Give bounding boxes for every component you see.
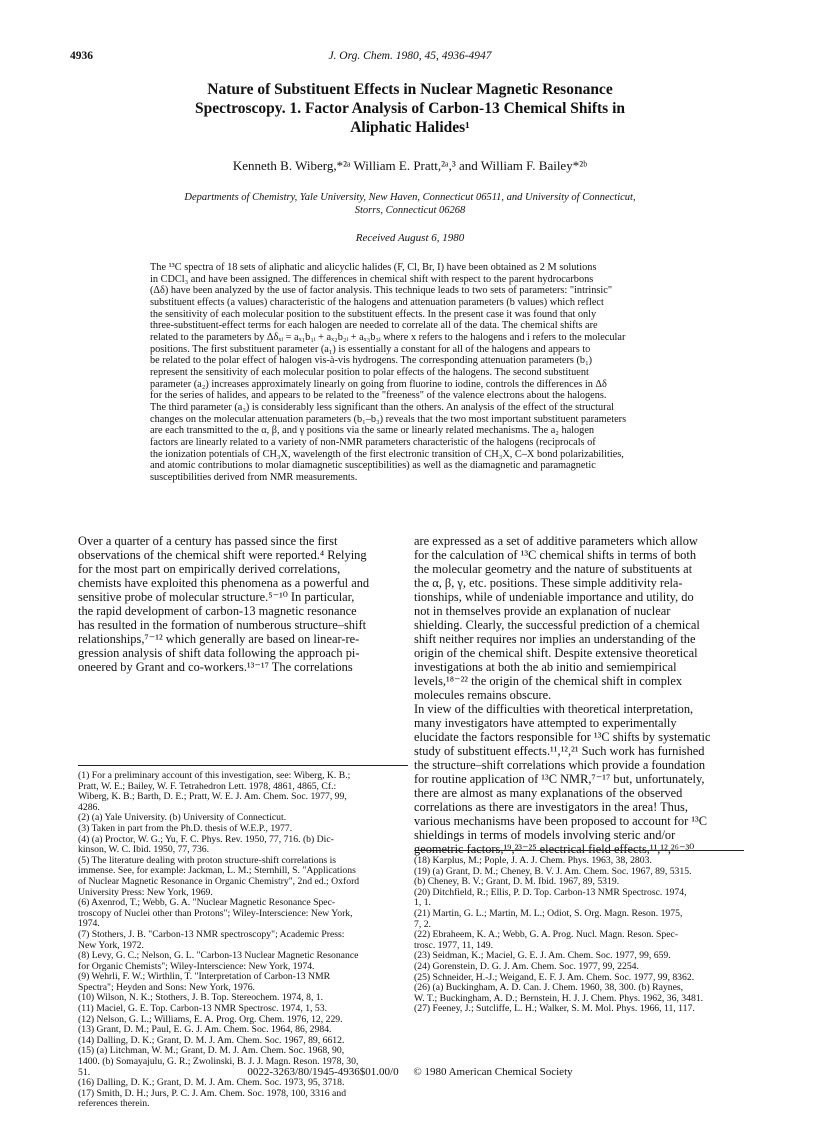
body-text-line: correlations as there are investigators in the area! Thus,: [414, 800, 688, 814]
title-line: Aliphatic Halides¹: [350, 119, 470, 136]
body-text-line: relationships,⁷⁻¹² which generally are based on linear-re-: [78, 632, 360, 646]
affiliation-line: Storrs, Connecticut 06268: [354, 205, 466, 216]
footnote-line: (9) Wehrli, F. W.; Wirthlin, T. "Interpretation of Carbon-13 NMR: [78, 972, 331, 983]
body-column-left: [78, 534, 408, 674]
footnote-line: 7, 2.: [414, 919, 431, 930]
abstract-line: susceptibilities derived from NMR measurements.: [150, 471, 358, 483]
footnote-line: (14) Dalling, D. K.; Grant, D. M. J. Am. Chem. Soc. 1967, 89, 6612.: [78, 1035, 345, 1046]
abstract-line: positions. The first substituent parameter (a₁) is essentially a constant for all of the halogens and appears to: [150, 343, 591, 355]
footnote-line: (2) (a) Yale University. (b) University of Connecticut.: [78, 813, 287, 824]
body-text-line: shift neither requires nor implies an understanding of the: [414, 632, 696, 646]
body-text-line: for the most part on empirically derived correlations,: [78, 562, 341, 576]
abstract-line: three-substituent-effect terms for each halogen are needed to correlate all of the data. The chemical shifts are: [150, 320, 598, 332]
body-text-line: origin of the chemical shift. Despite extensive theoretical: [414, 646, 698, 660]
footnote-line: of Nuclear Magnetic Resonance in Organic Chemistry", 2nd ed.; Oxford: [78, 876, 360, 887]
body-text-line: various mechanisms have been proposed to account for ¹³C: [414, 814, 708, 828]
footnote-line: (10) Wilson, N. K.; Stothers, J. B. Top. Stereochem. 1974, 8, 1.: [78, 993, 324, 1004]
abstract-line: The third parameter (a₃) is considerably less significant than the others. An analysis of the effect of the structural: [150, 401, 615, 413]
footnote-line: troscopy of Nuclei other than Protons"; Wiley-Interscience: New York,: [78, 908, 353, 919]
journal-citation: J. Org. Chem. 1980, 45, 4936-4947: [328, 50, 492, 62]
abstract-line: the ionization potentials of CH₃X, wavelength of the first electronic transition of CH₃X, C–X bond polarizabilities,: [150, 448, 624, 460]
footnote-line: 1400. (b) Somayajulu, G. R.; Zwolinski, B. J. J. Magn. Reson. 1978, 30,: [78, 1057, 359, 1068]
footnote-line: Wiberg, K. B.; Barth, D. E.; Pratt, W. E. J. Am. Chem. Soc. 1977, 99,: [78, 792, 347, 803]
footnote-divider-left: [78, 765, 408, 766]
body-text-line: oneered by Grant and co-workers.¹³⁻¹⁷ The correlations: [78, 660, 353, 674]
footnote-line: 4286.: [78, 802, 100, 813]
body-text-line: study of substituent effects.¹¹,¹²,²¹ Such work has furnished: [414, 744, 705, 758]
body-text-line: there are almost as many explanations of the observed: [414, 786, 683, 800]
footnote-line: Pratt, W. E.; Bailey, W. F. Tetrahedron Lett. 1978, 4861, 4865, Cf.:: [78, 781, 337, 792]
footnote-line: New York, 1972.: [78, 940, 144, 951]
footnotes-right: [414, 856, 744, 1015]
footnote-line: (18) Karplus, M.; Pople, J. A. J. Chem. Phys. 1963, 38, 2803.: [414, 856, 652, 866]
body-text-line: not in themselves provide an explanation of nuclear: [414, 604, 671, 618]
footnote-line: (23) Seidman, K.; Maciel, G. E. J. Am. Chem. Soc. 1977, 99, 659.: [414, 951, 671, 962]
copyright: © 1980 American Chemical Society: [413, 1066, 573, 1078]
footnote-line: (15) (a) Litchman, W. M.; Grant, D. M. J. Am. Chem. Soc. 1968, 90,: [78, 1046, 345, 1057]
author-list: Kenneth B. Wiberg,*²ᵃ William E. Pratt,²ᵃ,³ and William F. Bailey*²ᵇ: [232, 158, 588, 173]
body-text-line: Over a quarter of a century has passed since the first: [78, 534, 338, 548]
body-text-line: the rapid development of carbon-13 magnetic resonance: [78, 604, 357, 618]
body-text-line: gression analysis of shift data following the approach pi-: [78, 646, 360, 660]
footnote-line: W. T.; Buckingham, A. D.; Bernstein, H. J. J. Chem. Phys. 1962, 36, 3481.: [414, 993, 704, 1004]
abstract-line: changes on the molecular attenuation parameters (b₁–b₃) reveals that the two most important substituent parameters: [150, 413, 627, 425]
footnote-line: (21) Martin, G. L.; Martin, M. L.; Odiot, S. Org. Magn. Reson. 1975,: [414, 908, 683, 919]
body-column-right: [414, 534, 744, 856]
footnotes-left: [78, 771, 408, 1110]
affiliations: [120, 191, 700, 217]
article-title: [120, 80, 700, 137]
abstract-line: The ¹³C spectra of 18 sets of aliphatic and alicyclic halides (F, Cl, Br, I) have been obtained as 2 M solutions: [150, 262, 597, 273]
received-date: Received August 6, 1980: [355, 232, 465, 244]
footnote-line: (20) Ditchfield, R.; Ellis, P. D. Top. Carbon-13 NMR Spectrosc. 1974,: [414, 887, 687, 898]
abstract-line: and atomic contributions to molar diamagnetic susceptibilities) as well as the diamagnetic and paramagnetic: [150, 460, 596, 472]
footnote-line: (4) (a) Proctor, W. G.; Yu, F. C. Phys. Rev. 1950, 77, 716. (b) Dic-: [78, 834, 334, 845]
body-text-line: many investigators have attempted to experimentally: [414, 716, 677, 730]
footnote-line: (5) The literature dealing with proton structure-shift correlations is: [78, 855, 337, 866]
footnote-line: (19) (a) Grant, D. M.; Cheney, B. V. J. Am. Chem. Soc. 1967, 89, 5315.: [414, 866, 692, 877]
footnote-line: trosc. 1977, 11, 149.: [414, 940, 494, 951]
footnote-line: (22) Ebraheem, K. A.; Webb, G. A. Prog. Nucl. Magn. Reson. Spec-: [414, 930, 679, 941]
abstract-line: (Δδ) have been analyzed by the use of factor analysis. This technique leads to two sets of parameters: "intrinsic": [150, 285, 613, 297]
body-text-line: shielding. Clearly, the successful prediction of a chemical: [414, 618, 700, 632]
footnote-line: (24) Gorenstein, D. G. J. Am. Chem. Soc. 1977, 99, 2254.: [414, 961, 639, 972]
body-text-line: the α, β, γ, etc. positions. These simple additivity rela-: [414, 576, 683, 590]
running-header: [70, 50, 750, 66]
footnote-line: (16) Dalling, D. K.; Grant, D. M. J. Am. Chem. Soc. 1973, 95, 3718.: [78, 1078, 345, 1089]
footnote-divider-right: [414, 850, 744, 851]
footnote-line: (7) Stothers, J. B. "Carbon-13 NMR spectroscopy"; Academic Press:: [78, 929, 345, 940]
title-line: Spectroscopy. 1. Factor Analysis of Carbon-13 Chemical Shifts in: [195, 100, 625, 117]
footnote-line: kinson, W. C. Ibid. 1950, 77, 736.: [78, 845, 210, 856]
body-text-line: has resulted in the formation of numberous structure–shift: [78, 618, 367, 632]
footnote-line: University Press: New York, 1969.: [78, 887, 213, 898]
affiliation-line: Departments of Chemistry, Yale University, New Haven, Connecticut 06511, and University of Connecticut,: [184, 192, 636, 203]
footnote-line: 51.: [78, 1067, 91, 1078]
footnote-line: (26) (a) Buckingham, A. D. Can. J. Chem. 1960, 38, 300. (b) Raynes,: [414, 983, 684, 994]
body-text-line: sensitive probe of molecular structure.⁵⁻¹⁰ In particular,: [78, 590, 355, 604]
footnote-line: (13) Grant, D. M.; Paul, E. G. J. Am. Chem. Soc. 1964, 86, 2984.: [78, 1025, 332, 1036]
body-text-line: the structure–shift correlations which provide a foundation: [414, 758, 706, 772]
body-text-line: molecules remains obscure.: [414, 688, 552, 702]
footnote-line: (8) Levy, G. C.; Nelson, G. L. "Carbon-13 Nuclear Magnetic Resonance: [78, 951, 359, 962]
article-code: 0022-3263/80/1945-4936$01.00/0: [247, 1066, 399, 1078]
body-text-line: for the calculation of ¹³C chemical shifts in terms of both: [414, 548, 697, 562]
body-text-line: tionships, while of undeniable importance and utility, do: [414, 590, 694, 604]
footnote-line: Spectra"; Heyden and Sons: New York, 1976.: [78, 982, 255, 993]
footnote-line: (25) Schneider, H.-J.; Weigand, E. F. J. Am. Chem. Soc. 1977, 99, 8362.: [414, 972, 695, 983]
abstract-line: substituent effects (a values) characteristic of the halogens and attenuation parameters (b values) which reflect: [150, 296, 604, 308]
footnote-line: immense. See, for example: Jackman, L. M.; Sternhill, S. "Applications: [78, 866, 356, 877]
abstract-line: factors are linearly related to a variety of non-NMR parameters characteristic of the halogens (reciprocals of: [150, 436, 596, 448]
abstract-line: in CDCl₃ and have been assigned. The differences in chemical shift with respect to the parent hydrocarbons: [150, 273, 594, 285]
footnote-line: (12) Nelson, G. L.; Williams, E. A. Prog. Org. Chem. 1976, 12, 229.: [78, 1014, 343, 1025]
footnote-line: references therein.: [78, 1099, 150, 1110]
body-text-line: levels,¹⁸⁻²² the origin of the chemical shift in complex: [414, 674, 683, 688]
footnote-line: 1974.: [78, 919, 100, 930]
body-text-line: In view of the difficulties with theoretical interpretation,: [414, 702, 694, 716]
body-text-line: geometric factors,¹⁹,²³⁻²⁵ electrical field effects,¹¹,¹²,²⁶⁻³⁰: [414, 842, 695, 856]
abstract-line: be related to the polar effect of halogen vis-à-vis hydrogens. The corresponding attenuation parameters (b₁): [150, 355, 593, 367]
abstract-line: for the series of halides, and appears to be related to the "freeness" of the valence electrons about the halogens.: [150, 390, 607, 402]
footnote-line: (6) Axenrod, T.; Webb, G. A. "Nuclear Magnetic Resonance Spec-: [78, 898, 336, 909]
body-text-line: observations of the chemical shift were reported.⁴ Relying: [78, 548, 367, 562]
body-text-line: chemists have exploited this phenomena as a powerful and: [78, 576, 370, 590]
body-text-line: elucidate the factors responsible for ¹³C shifts by systematic: [414, 730, 711, 744]
footnote-line: (1) For a preliminary account of this investigation, see: Wiberg, K. B.;: [78, 771, 351, 781]
footnote-line: (3) Taken in part from the Ph.D. thesis of W.E.P., 1977.: [78, 823, 293, 834]
page-footer: [70, 1066, 750, 1078]
footnote-line: (17) Smith, D. H.; Jurs, P. C. J. Am. Chem. Soc. 1978, 100, 3316 and: [78, 1088, 347, 1099]
abstract-line: the sensitivity of each molecular position to the substituent effects. In the present case it was found that only: [150, 308, 597, 320]
footnote-line: for Organic Chemists"; Wiley-Interscience: New York, 1974.: [78, 961, 315, 972]
page-number: 4936: [70, 50, 93, 62]
abstract-line: are each transmitted to the α, β, and γ positions via the same or linearly related mechanisms. The a₂ halogen: [150, 425, 595, 437]
footnote-line: (b) Cheney, B. V.; Grant, D. M. Ibid. 1967, 89, 5319.: [414, 877, 620, 888]
footnote-line: (27) Feeney, J.; Sutcliffe, L. H.; Walker, S. M. Mol. Phys. 1966, 11, 117.: [414, 1004, 695, 1015]
abstract-line: parameter (a₂) increases approximately linearly on going from fluorine to iodine, controls the differences in Δδ: [150, 378, 607, 390]
body-text-line: for routine application of ¹³C NMR,⁷⁻¹⁷ but, unfortunately,: [414, 772, 705, 786]
footnote-line: (11) Maciel, G. E. Top. Carbon-13 NMR Spectrosc. 1974, 1, 53.: [78, 1004, 328, 1015]
title-line: Nature of Substituent Effects in Nuclear Magnetic Resonance: [207, 81, 613, 98]
body-text-line: investigations at both the ab initio and semiempirical: [414, 660, 677, 674]
abstract-line: represent the sensitivity of each molecular position to polar effects of the halogens. The second substituent: [150, 366, 589, 378]
body-text-line: the molecular geometry and the nature of substituents at: [414, 562, 693, 576]
footnote-line: 1, 1.: [414, 898, 431, 909]
abstract-line: related to the parameters by Δδₓᵢ = aₓ₁b₁ᵢ + aₓ₂b₂ᵢ + aₓ₃b₃ᵢ where x refers to the halogens and i refers to the molecular: [150, 331, 626, 343]
body-text-line: are expressed as a set of additive parameters which allow: [414, 534, 698, 548]
abstract: [150, 262, 675, 483]
body-text-line: shieldings in terms of models involving steric and/or: [414, 828, 676, 842]
